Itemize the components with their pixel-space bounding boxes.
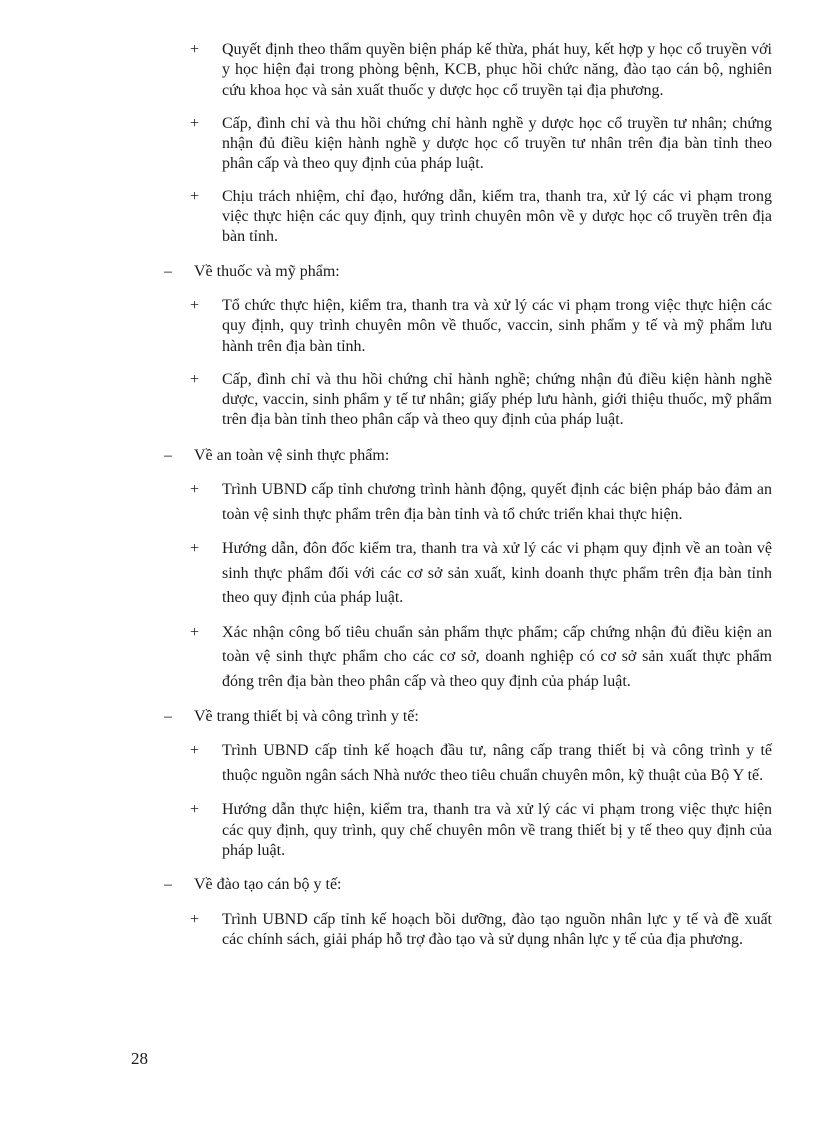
section-heading xyxy=(160,875,776,895)
list-item xyxy=(160,739,776,788)
list-item xyxy=(160,537,776,611)
item-text: Quyết định theo thẩm quyền biện pháp kế thừa, phát huy, kết hợp y học cổ truyền với y học hiện đại trong phòng bệnh, KCB, phục hồi chức năng, đào tạo cán bộ, nghiên cứu khoa học và sản xuất thuốc y dược học cổ truyền tại địa phương. xyxy=(222,41,772,99)
list-item xyxy=(160,114,776,175)
dash-marker: – xyxy=(164,446,172,464)
list-item xyxy=(160,910,776,951)
plus-marker: + xyxy=(190,114,200,132)
plus-marker: + xyxy=(190,370,200,388)
item-text: Trình UBND cấp tỉnh kế hoạch đầu tư, nâng cấp trang thiết bị và công trình y tế thuộc nguồn ngân sách Nhà nước theo tiêu chuẩn chuyên môn, kỹ thuật của Bộ Y tế. xyxy=(222,742,772,784)
page-number: 28 xyxy=(131,1049,148,1068)
item-text: Hướng dẫn, đôn đốc kiểm tra, thanh tra và xử lý các vi phạm quy định về an toàn vệ sinh thực phẩm đối với các cơ sở sản xuất, kinh doanh thực phẩm trên địa bàn tỉnh theo quy định của pháp luật. xyxy=(222,540,772,607)
plus-marker: + xyxy=(190,801,200,819)
heading-text: Về an toàn vệ sinh thực phẩm: xyxy=(194,446,390,464)
dash-marker: – xyxy=(164,708,172,726)
section-heading xyxy=(160,262,776,282)
plus-marker: + xyxy=(190,540,200,558)
list-item xyxy=(160,187,776,248)
item-text: Chịu trách nhiệm, chỉ đạo, hướng dẫn, kiểm tra, thanh tra, xử lý các vi phạm trong việc thực hiện các quy định, quy trình chuyên môn về y dược học cổ truyền trên địa bàn tỉnh. xyxy=(222,187,772,246)
item-text: Cấp, đình chỉ và thu hồi chứng chỉ hành nghề; chứng nhận đủ điều kiện hành nghề dược, vaccin, sinh phẩm y tế tư nhân; giấy phép lưu hành, giới thiệu thuốc, mỹ phẩm trên địa bàn tỉnh theo phân cấp và theo quy định của pháp luật. xyxy=(222,370,772,429)
plus-marker: + xyxy=(190,623,200,641)
heading-text: Về đào tạo cán bộ y tế: xyxy=(194,876,342,894)
section-heading xyxy=(160,446,776,466)
plus-marker: + xyxy=(190,187,200,205)
item-text: Trình UBND cấp tỉnh kế hoạch bồi dưỡng, đào tạo nguồn nhân lực y tế và đề xuất các chính sách, giải pháp hỗ trợ đào tạo và sử dụng nhân lực y tế của địa phương. xyxy=(222,910,772,948)
item-text: Tổ chức thực hiện, kiểm tra, thanh tra và xử lý các vi phạm trong việc thực hiện các quy định, quy trình chuyên môn về thuốc, vaccin, sinh phẩm y tế và mỹ phẩm lưu hành trên địa bàn tỉnh. xyxy=(222,296,772,355)
list-item xyxy=(160,478,776,527)
list-item xyxy=(160,621,776,695)
list-item xyxy=(160,370,776,431)
plus-marker: + xyxy=(190,41,200,58)
plus-marker: + xyxy=(190,742,200,760)
item-text: Trình UBND cấp tỉnh chương trình hành động, quyết định các biện pháp bảo đảm an toàn vệ sinh thực phẩm trên địa bàn tỉnh và tổ chức triển khai thực hiện. xyxy=(222,481,772,523)
dash-marker: – xyxy=(164,262,172,280)
plus-marker: + xyxy=(190,481,200,499)
list-item xyxy=(160,800,776,861)
dash-marker: – xyxy=(164,876,172,894)
list-item xyxy=(160,296,776,357)
list-item xyxy=(160,40,776,101)
item-text: Hướng dẫn thực hiện, kiểm tra, thanh tra và xử lý các vi phạm trong việc thực hiện các quy định, quy trình, quy chế chuyên môn về trang thiết bị y tế theo quy định của pháp luật. xyxy=(222,801,772,859)
item-text: Cấp, đình chỉ và thu hồi chứng chỉ hành nghề y dược học cổ truyền tư nhân; chứng nhận đủ điều kiện hành nghề y dược học cổ truyền tư nhân trên địa bàn tỉnh theo phân cấp và theo quy định của pháp luật. xyxy=(222,114,772,173)
plus-marker: + xyxy=(190,910,200,928)
page-content xyxy=(160,40,776,950)
heading-text: Về trang thiết bị và công trình y tế: xyxy=(194,708,419,726)
plus-marker: + xyxy=(190,296,200,314)
heading-text: Về thuốc và mỹ phẩm: xyxy=(194,262,340,280)
section-heading xyxy=(160,707,776,727)
item-text: Xác nhận công bố tiêu chuẩn sản phẩm thực phẩm; cấp chứng nhận đủ điều kiện an toàn vệ sinh thực phẩm cho các cơ sở, doanh nghiệp có cơ sở sản xuất thực phẩm đóng trên địa bàn theo phân cấp và theo quy định của pháp luật. xyxy=(222,623,772,690)
